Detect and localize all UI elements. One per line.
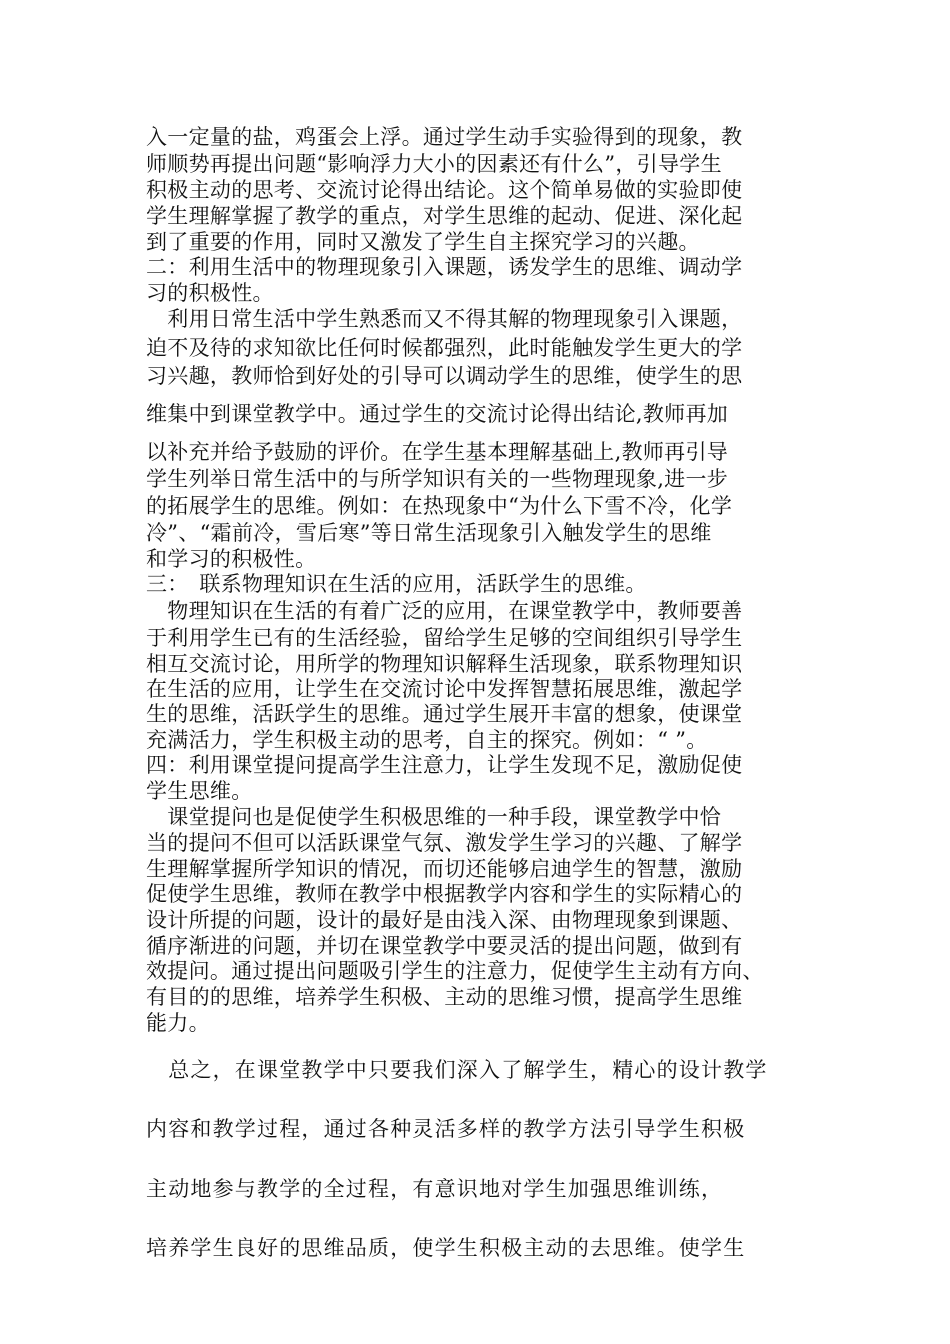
text-line: 到了重要的作用，同时又激发了学生自主探究学习的兴趣。 [146,230,700,254]
text-line: 学生理解掌握了教学的重点，对学生思维的起动、促进、深化起 [146,204,743,228]
text-line: 冷”、“霜前冷，雪后寒”等日常生活现象引入触发学生的思维 [146,521,712,545]
text-line: 在生活的应用，让学生在交流讨论中发挥智慧拓展思维，激起学 [146,677,743,701]
text-line: 有目的的思维，培养学生积极、主动的思维习惯，提高学生思维 [146,985,743,1009]
section-heading: 习的积极性。 [146,281,274,305]
text-line: 促使学生思维，教师在教学中根据教学内容和学生的实际精心的 [146,882,743,906]
section-heading: 四：利用课堂提问提高学生注意力，让学生发现不足，激励促使 [146,753,743,777]
section-heading: 三： 联系物理知识在生活的应用，活跃学生的思维。 [146,572,647,596]
text-line: 生的思维，活跃学生的思维。通过学生展开丰富的想象，使课堂 [146,702,743,726]
conclusion-line: 主动地参与教学的全过程，有意识地对学生加强思维训练， [146,1177,724,1201]
section-heading: 学生思维。 [146,779,253,803]
text-line: 物理知识在生活的有着广泛的应用，在课堂教学中，教师要善 [146,599,743,623]
text-line: 充满活力，学生积极主动的思考，自主的探究。例如：“ ”。 [146,728,708,752]
text-line: 相互交流讨论，用所学的物理知识解释生活现象，联系物理知识 [146,652,743,676]
text-line: 利用日常生活中学生熟悉而又不得其解的物理现象引入课题， [146,307,743,331]
text-line: 以补充并给予鼓励的评价。在学生基本理解基础上,教师再引导 [146,440,729,464]
text-line: 师顺势再提出问题“影响浮力大小的因素还有什么”，引导学生 [146,152,722,176]
text-line: 效提问。通过提出问题吸引学生的注意力，促使学生主动有方向、 [146,959,764,983]
text-line: 习兴趣，教师恰到好处的引导可以调动学生的思维，使学生的思 [146,364,743,388]
text-line: 循序渐进的问题，并切在课堂教学中要灵活的提出问题，做到有 [146,934,743,958]
text-line: 迫不及待的求知欲比任何时候都强烈，此时能触发学生更大的学 [146,336,743,360]
section-heading: 二：利用生活中的物理现象引入课题，诱发学生的思维、调动学 [146,255,743,279]
text-line: 能力。 [146,1011,210,1035]
text-line: 课堂提问也是促使学生积极思维的一种手段，课堂教学中恰 [146,805,722,829]
text-line: 和学习的积极性。 [146,547,317,571]
conclusion-line: 内容和教学过程，通过各种灵活多样的教学方法引导学生积极 [146,1117,746,1141]
text-line: 维集中到课堂教学中。通过学生的交流讨论得出结论,教师再加 [146,402,729,426]
conclusion-line: 总之，在课堂教学中只要我们深入了解学生，精心的设计教学 [146,1058,768,1082]
text-line: 学生列举日常生活中的与所学知识有关的一些物理现象,进一步 [146,467,729,491]
text-line: 入一定量的盐，鸡蛋会上浮。通过学生动手实验得到的现象，教 [146,125,743,149]
text-line: 的拓展学生的思维。例如：在热现象中“为什么下雪不冷，化学 [146,494,733,518]
text-line: 于利用学生已有的生活经验，留给学生足够的空间组织引导学生 [146,626,743,650]
text-line: 积极主动的思考、交流讨论得出结论。这个简单易做的实验即使 [146,178,743,202]
text-line: 当的提问不但可以活跃课堂气氛、激发学生学习的兴趣、了解学 [146,831,743,855]
text-line: 设计所提的问题，设计的最好是由浅入深、由物理现象到课题、 [146,908,743,932]
text-line: 生理解掌握所学知识的情况，而切还能够启迪学生的智慧，激励 [146,857,743,881]
conclusion-line: 培养学生良好的思维品质，使学生积极主动的去思维。使学生 [146,1236,746,1260]
